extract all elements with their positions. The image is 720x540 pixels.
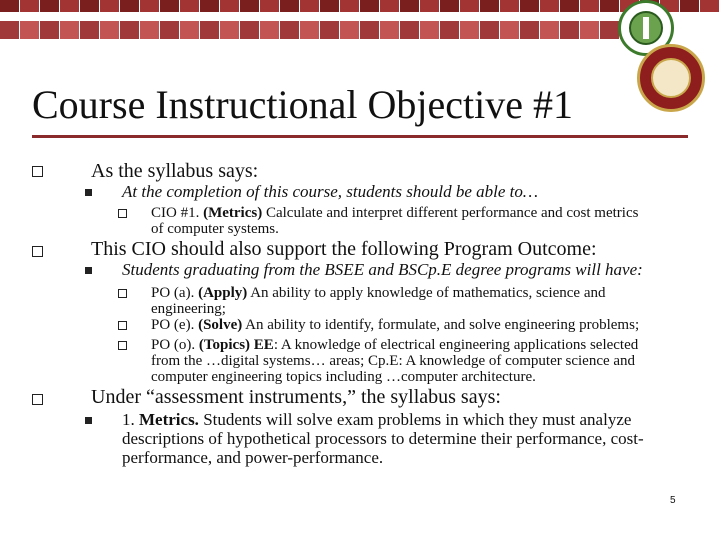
- bullet-3: Under “assessment instruments,” the syllabus says:: [91, 386, 501, 408]
- metrics-text-cont2: performance, and power-performance.: [122, 448, 384, 467]
- header-band-bottom: [0, 21, 640, 39]
- metrics-text-cont: descriptions of hypothetical processors to determine their performance, cost-: [122, 429, 644, 448]
- bullet-square-small-icon: [118, 209, 127, 218]
- po-o-text: : A knowledge of electrical engineering applications selected: [273, 337, 639, 353]
- cio-text: Calculate and interpret different performance and cost metrics: [262, 205, 639, 221]
- cio-text-cont: of computer systems.: [151, 221, 279, 237]
- po-a-text-cont: engineering;: [151, 301, 226, 317]
- seal-red-icon: [637, 44, 705, 112]
- metrics-text: Students will solve exam problems in which they must analyze: [198, 410, 632, 429]
- bullet-square-small-icon: [118, 321, 127, 330]
- po-e-text: An ability to identify, formulate, and solve engineering problems;: [242, 317, 640, 333]
- bullet-2-1-3: [151, 337, 638, 385]
- po-o-keyword: (Topics) EE: [198, 337, 274, 353]
- bullet-filled-square-icon: [85, 267, 92, 274]
- bullet-3-1: [122, 410, 644, 467]
- bullet-1-1-1: [151, 205, 638, 237]
- po-e-label: PO (e).: [151, 317, 199, 333]
- bullet-1-1: At the completion of this course, students should be able to…: [122, 182, 538, 201]
- title-rule: [32, 135, 688, 138]
- bullet-square-icon: [32, 246, 43, 257]
- po-e-keyword: (Solve): [198, 317, 243, 333]
- bullet-2-1: Students graduating from the BSEE and BSCp.E degree programs will have:: [122, 260, 643, 279]
- po-a-keyword: (Apply): [198, 285, 248, 301]
- bullet-filled-square-icon: [85, 417, 92, 424]
- slide-title: Course Instructional Objective #1: [32, 82, 573, 127]
- cio-keyword: (Metrics): [203, 205, 263, 221]
- po-o-text-cont2: computer engineering topics including …computer architecture.: [151, 369, 536, 385]
- po-o-text-cont: from the …digital systems… areas; Cp.E: A knowledge of computer science and: [151, 353, 636, 369]
- header-band-top: [0, 0, 720, 12]
- bullet-2-1-1: [151, 285, 606, 317]
- bullet-filled-square-icon: [85, 189, 92, 196]
- po-a-text: An ability to apply knowledge of mathematics, science and: [247, 285, 606, 301]
- bullet-square-icon: [32, 166, 43, 177]
- bullet-square-icon: [32, 394, 43, 405]
- bullet-2: This CIO should also support the following Program Outcome:: [91, 238, 597, 260]
- metrics-keyword: Metrics.: [139, 410, 199, 429]
- bullet-2-1-2: [151, 317, 639, 333]
- po-o-label: PO (o).: [151, 337, 199, 353]
- po-a-label: PO (a).: [151, 285, 199, 301]
- cio-label: CIO #1.: [151, 205, 204, 221]
- page-number: 5: [670, 495, 676, 506]
- bullet-square-small-icon: [118, 341, 127, 350]
- bullet-square-small-icon: [118, 289, 127, 298]
- bullet-1: As the syllabus says:: [91, 160, 259, 182]
- metrics-number: 1.: [122, 410, 139, 429]
